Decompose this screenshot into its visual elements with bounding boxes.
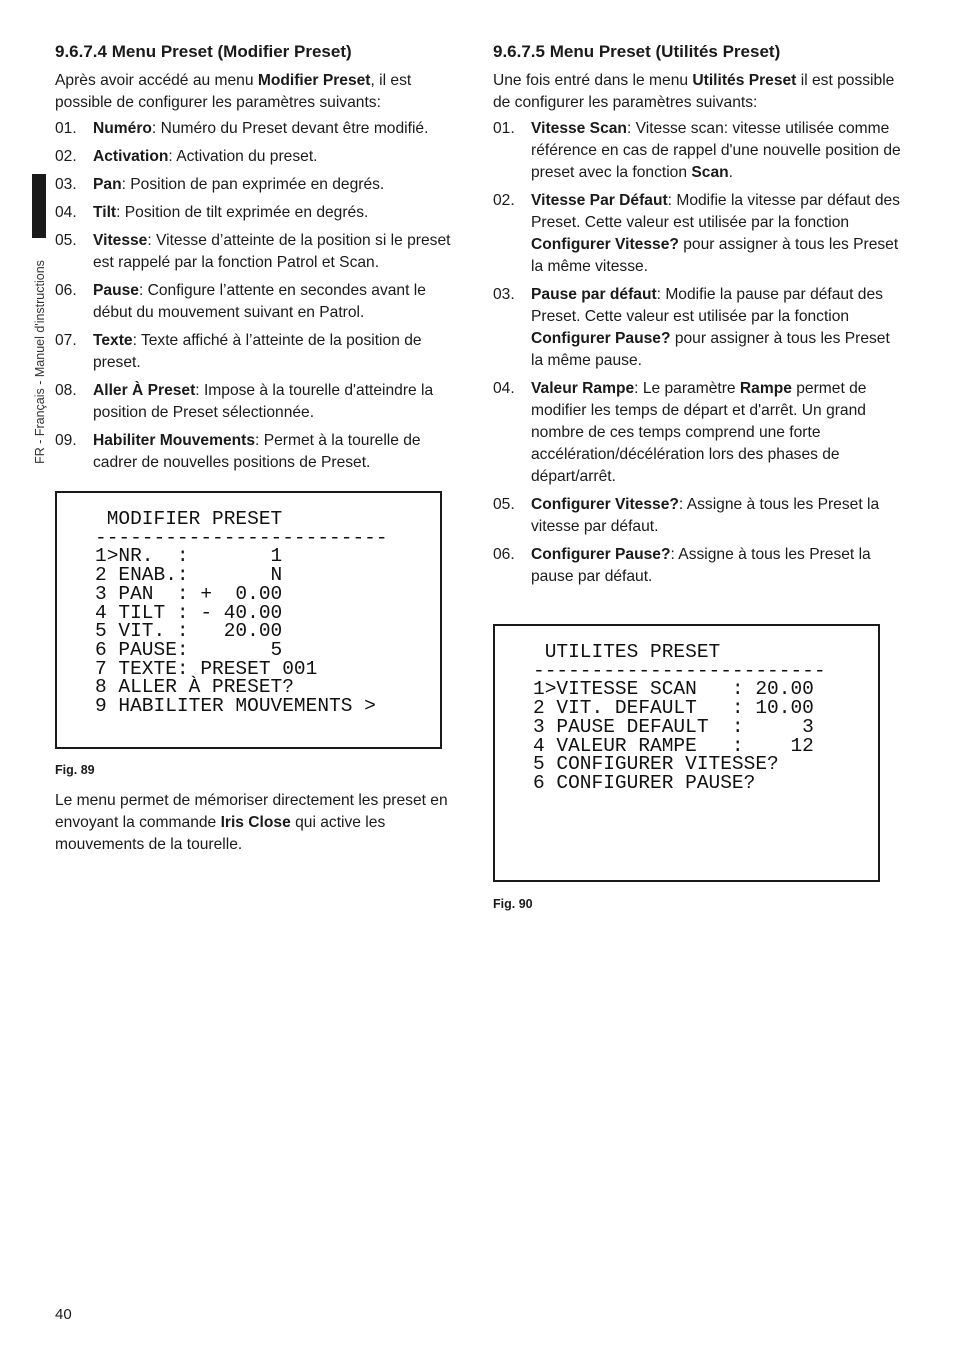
osd-screen-utilites-preset bbox=[493, 624, 880, 882]
parameter-list bbox=[493, 118, 903, 588]
list-item: 03. Pause par défaut: Modifie la pause par défaut des Preset. Cette valeur est utilisée par la fonction Configurer Pause? pour assigner à tous les Preset la même pause. bbox=[493, 286, 890, 369]
intro-paragraph: Une fois entré dans le menu Utilités Preset il est possible de configurer les paramètres suivants: bbox=[493, 72, 895, 111]
left-column bbox=[55, 40, 465, 480]
list-item: 01. Numéro: Numéro du Preset devant être modifié. bbox=[55, 120, 429, 137]
osd-menu-text: UTILITES PRESET ------------------------- 1>VITESSE SCAN : 20.00 2 VIT. DEFAULT : 10.00 3 PAUSE DEFAULT : 3 4 VALEUR RAMPE : 12 5 CONFIGURER VITESSE? 6 CONFIGURER PAUSE? bbox=[533, 641, 826, 794]
osd-menu-text: MODIFIER PRESET ------------------------- 1>NR. : 1 2 ENAB.: N 3 PAN : + 0.00 4 TILT : - 40.00 5 VIT. : 20.00 6 PAUSE: 5 7 TEXTE: PRESET 001 8 ALLER À PRESET? 9 HABILITER MOUVEMENTS > bbox=[95, 508, 388, 718]
section-heading-modifier-preset: 9.6.7.4 Menu Preset (Modifier Preset) bbox=[55, 42, 352, 61]
figure-caption: Fig. 89 bbox=[55, 763, 95, 777]
list-item: 06. Pause: Configure l’attente en secondes avant le début du mouvement suivant en Patrol. bbox=[55, 282, 426, 321]
page-number: 40 bbox=[55, 1306, 72, 1323]
intro-paragraph: Après avoir accédé au menu Modifier Preset, il est possible de configurer les paramètres suivants: bbox=[55, 72, 412, 111]
list-item: 08. Aller À Preset: Impose à la tourelle d'atteindre la position de Preset sélectionnée. bbox=[55, 382, 434, 421]
osd-screen-modifier-preset bbox=[55, 491, 442, 749]
list-item: 02. Vitesse Par Défaut: Modifie la vitesse par défaut des Preset. Cette valeur est utilisée par la fonction Configurer Vitesse? pour assigner à tous les Preset la même vitesse. bbox=[493, 192, 900, 275]
list-item: 06. Configurer Pause?: Assigne à tous les Preset la pause par défaut. bbox=[493, 546, 871, 585]
list-item: 01. Vitesse Scan: Vitesse scan: vitesse utilisée comme référence en cas de rappel d'une nouvelle position de preset avec la fonction Scan. bbox=[493, 120, 901, 181]
list-item: 09. Habiliter Mouvements: Permet à la tourelle de cadrer de nouvelles positions de Preset. bbox=[55, 432, 421, 471]
list-item: 07. Texte: Texte affiché à l’atteinte de la position de preset. bbox=[55, 332, 422, 371]
figure-caption: Fig. 90 bbox=[493, 897, 533, 911]
list-item: 05. Vitesse: Vitesse d’atteinte de la position si le preset est rappelé par la fonction Patrol et Scan. bbox=[55, 232, 451, 271]
list-item: 05. Configurer Vitesse?: Assigne à tous les Preset la vitesse par défaut. bbox=[493, 496, 880, 535]
list-item: 04. Tilt: Position de tilt exprimée en degrés. bbox=[55, 204, 369, 221]
list-item: 03. Pan: Position de pan exprimée en degrés. bbox=[55, 176, 385, 193]
right-column bbox=[493, 40, 903, 594]
section-heading-utilites-preset: 9.6.7.5 Menu Preset (Utilités Preset) bbox=[493, 42, 781, 61]
side-running-label: FR - Français - Manuel d'instructions bbox=[33, 260, 47, 464]
parameter-list bbox=[55, 118, 465, 474]
closing-paragraph: Le menu permet de mémoriser directement les preset en envoyant la commande Iris Close qui active les mouvements de la tourelle. bbox=[55, 792, 448, 853]
list-item: 04. Valeur Rampe: Le paramètre Rampe permet de modifier les temps de départ et d'arrêt. Un grand nombre de ces temps comprend une forte accélération/décélération lors des phases de départ/arrêt. bbox=[493, 380, 867, 485]
list-item: 02. Activation: Activation du preset. bbox=[55, 148, 318, 165]
chapter-tab-marker bbox=[32, 174, 46, 238]
